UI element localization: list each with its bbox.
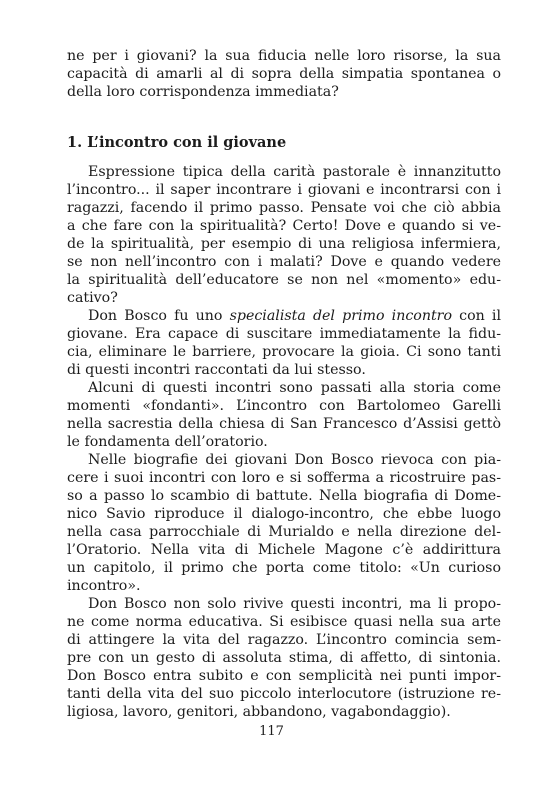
text-line: Don Bosco entra subito e con semplicità nei punti impor-: [67, 668, 501, 684]
text-segment: con il: [452, 308, 501, 324]
text-line: Espressione tipica della carità pastorale è innanzitutto: [88, 164, 501, 180]
text-line: so a passo lo scambio di battute. Nella biografia di Dome-: [67, 488, 501, 504]
text-line: ne come norma educativa. Si esibisce quasi nella sua arte: [67, 614, 501, 630]
text-line: pre con un gesto di assoluta stima, di affetto, di sintonia.: [67, 650, 501, 666]
text-line: ne per i giovani? la sua fiducia nelle loro risorse, la sua: [67, 48, 501, 64]
text-line: l’Oratorio. Nella vita di Michele Magone c’è addirittura: [67, 542, 501, 558]
section-heading: 1. L’incontro con il giovane: [67, 134, 287, 151]
text-segment: Don Bosco fu uno: [88, 308, 230, 324]
text-line: cere i suoi incontri con loro e si sofferma a ricostruire pas-: [67, 470, 501, 486]
text-line: incontro».: [67, 578, 141, 594]
text-line: nella casa parrocchiale di Murialdo e nella direzione del-: [67, 524, 501, 540]
text-line: Nelle biografie dei giovani Don Bosco rievoca con pia-: [88, 452, 501, 468]
text-line: cativo?: [67, 290, 118, 306]
text-line: un capitolo, il primo che porta come titolo: «Un curioso: [67, 560, 501, 576]
text-line: l’incontro... il saper incontrare i giovani e incontrarsi con i: [67, 182, 501, 198]
text-line: della loro corrispondenza immediata?: [67, 84, 339, 100]
text-line: tanti della vita del suo piccolo interlocutore (istruzione re-: [67, 686, 501, 702]
text-line: capacità di amarli al di sopra della simpatia spontanea o: [67, 66, 501, 82]
text-line: ragazzi, facendo il primo passo. Pensate voi che ciò abbia: [67, 200, 501, 216]
text-line: di attingere la vita del ragazzo. L’incontro comincia sem-: [67, 632, 501, 648]
text-line: le fondamenta dell’oratorio.: [67, 434, 268, 450]
text-line: nella sacrestia della chiesa di San Francesco d’Assisi gettò: [67, 416, 501, 432]
text-line: [88, 308, 501, 325]
text-line: momenti «fondanti». L’incontro con Bartolomeo Garelli: [67, 398, 501, 414]
text-line: ligiosa, lavoro, genitori, abbandono, vagabondaggio).: [67, 704, 451, 720]
page-number: 117: [259, 724, 284, 739]
text-line: cia, eliminare le barriere, provocare la gioia. Ci sono tanti: [67, 344, 501, 360]
text-line: de la spiritualità, per esempio di una religiosa infermiera,: [67, 236, 501, 252]
text-line: di questi incontri raccontati da lui stesso.: [67, 362, 366, 378]
text-line: giovane. Era capace di suscitare immediatamente la fidu-: [67, 326, 501, 342]
text-line: Don Bosco non solo rivive questi incontri, ma li propo-: [88, 596, 501, 612]
text-line: se non nell’incontro con i malati? Dove e quando vedere: [67, 254, 501, 270]
italic-phrase: specialista del primo incontro: [229, 308, 452, 324]
text-line: a che fare con la spiritualità? Certo! Dove e quando si ve-: [67, 218, 501, 234]
text-line: la spiritualità dell’educatore se non nel «momento» edu-: [67, 272, 501, 288]
text-line: Alcuni di questi incontri sono passati alla storia come: [88, 380, 501, 396]
text-line: nico Savio riproduce il dialogo-incontro, che ebbe luogo: [67, 506, 501, 522]
